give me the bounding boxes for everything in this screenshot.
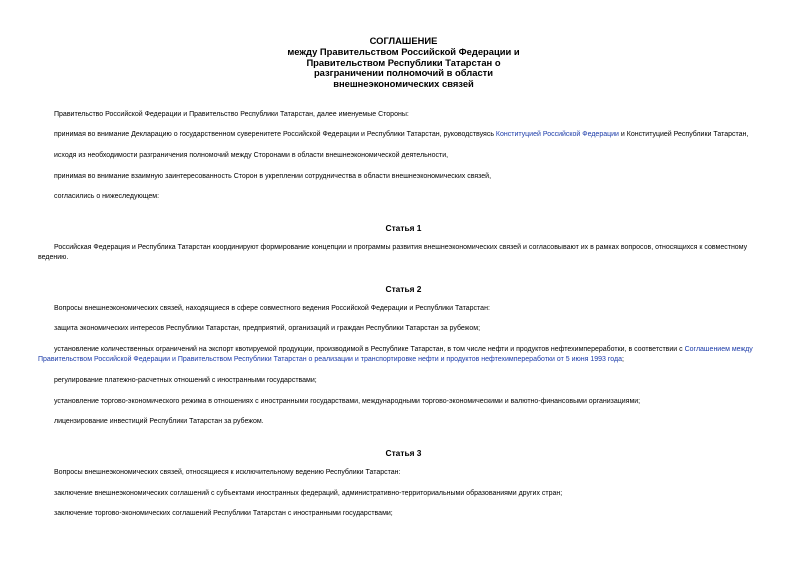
article-1-heading: Статья 1 xyxy=(385,223,422,233)
article-3-paragraph: заключение внешнеэкономических соглашений с субъектами иностранных федераций, административно-территориальными образованиями других стран; xyxy=(54,490,563,497)
title-line: СОГЛАШЕНИЕ xyxy=(369,35,438,46)
article-3-paragraph: заключение торгово-экономических соглашений Республики Татарстан с иностранными государствами; xyxy=(54,510,393,517)
article-3-heading: Статья 3 xyxy=(385,448,422,458)
article-1-paragraph: Российская Федерация и Республика Татарстан координируют формирование концепции и программы развития внешнеэкономических связей и согласовывают их в рамках вопросов, относящихся к совместному ведению. xyxy=(38,244,748,262)
article-2-paragraph: регулирование платежно-расчетных отношений с иностранными государствами; xyxy=(54,377,317,384)
preamble-paragraph: согласились о нижеследующем: xyxy=(54,193,160,200)
article-2-heading: Статья 2 xyxy=(385,284,422,294)
title-line: между Правительством Российской Федерации и xyxy=(287,45,520,57)
article-2-paragraph xyxy=(38,345,778,365)
title-line: разграничении полномочий в области xyxy=(313,67,494,79)
title-line: Правительством Республики Татарстан о xyxy=(306,56,501,68)
title-line: внешнеэкономических связей xyxy=(333,78,474,90)
article-3-paragraph: Вопросы внешнеэкономических связей, относящиеся к исключительному ведению Республики Татарстан: xyxy=(54,469,401,476)
article-2-paragraph: установление торгово-экономического режима в отношениях с иностранными государствами, международными торгово-экономическими и валютно-финансовыми организациями; xyxy=(54,398,641,405)
paragraph-text: установление количественных ограничений на экспорт квотируемой продукции, производимой в Республике Татарстан, в том числе нефти и продуктов нефтехимпереработки, в соответствии с xyxy=(54,346,685,353)
paragraph-text: и Конституцией Республики Татарстан, xyxy=(618,131,749,138)
preamble-paragraph: исходя из необходимости разграничения полномочий между Сторонами в области внешнеэкономической деятельности, xyxy=(54,152,449,159)
constitution-link[interactable]: Конституцией Российской Федерации xyxy=(495,131,619,138)
article-2-paragraph: лицензирование инвестиций Республики Татарстан за рубежом. xyxy=(54,418,264,425)
document-title xyxy=(0,36,807,90)
preamble-paragraph: принимая во внимание взаимную заинтересованность Сторон в укреплении сотрудничества в области внешнеэкономических связей, xyxy=(54,173,492,180)
preamble-paragraph: Правительство Российской Федерации и Правительство Республики Татарстан, далее именуемые Стороны: xyxy=(54,111,409,118)
article-2-paragraph: Вопросы внешнеэкономических связей, находящиеся в сфере совместного ведения Российской Федерации и Республики Татарстан: xyxy=(54,305,490,312)
paragraph-text: принимая во внимание Декларацию о государственном суверенитете Российской Федерации и Республики Татарстан, руководствуясь xyxy=(54,131,496,138)
article-2-paragraph: защита экономических интересов Республики Татарстан, предприятий, организаций и граждан Республики Татарстан за рубежом; xyxy=(54,325,481,332)
oil-agreement-link[interactable]: Соглашением между Правительством Российской Федерации и Правительством Республики Татарстан о реализации и транспортировке нефти и продуктов нефтехимпереработки от 5 июня 1993 года xyxy=(38,346,753,364)
paragraph-text: ; xyxy=(621,356,624,364)
preamble-paragraph xyxy=(38,130,778,140)
